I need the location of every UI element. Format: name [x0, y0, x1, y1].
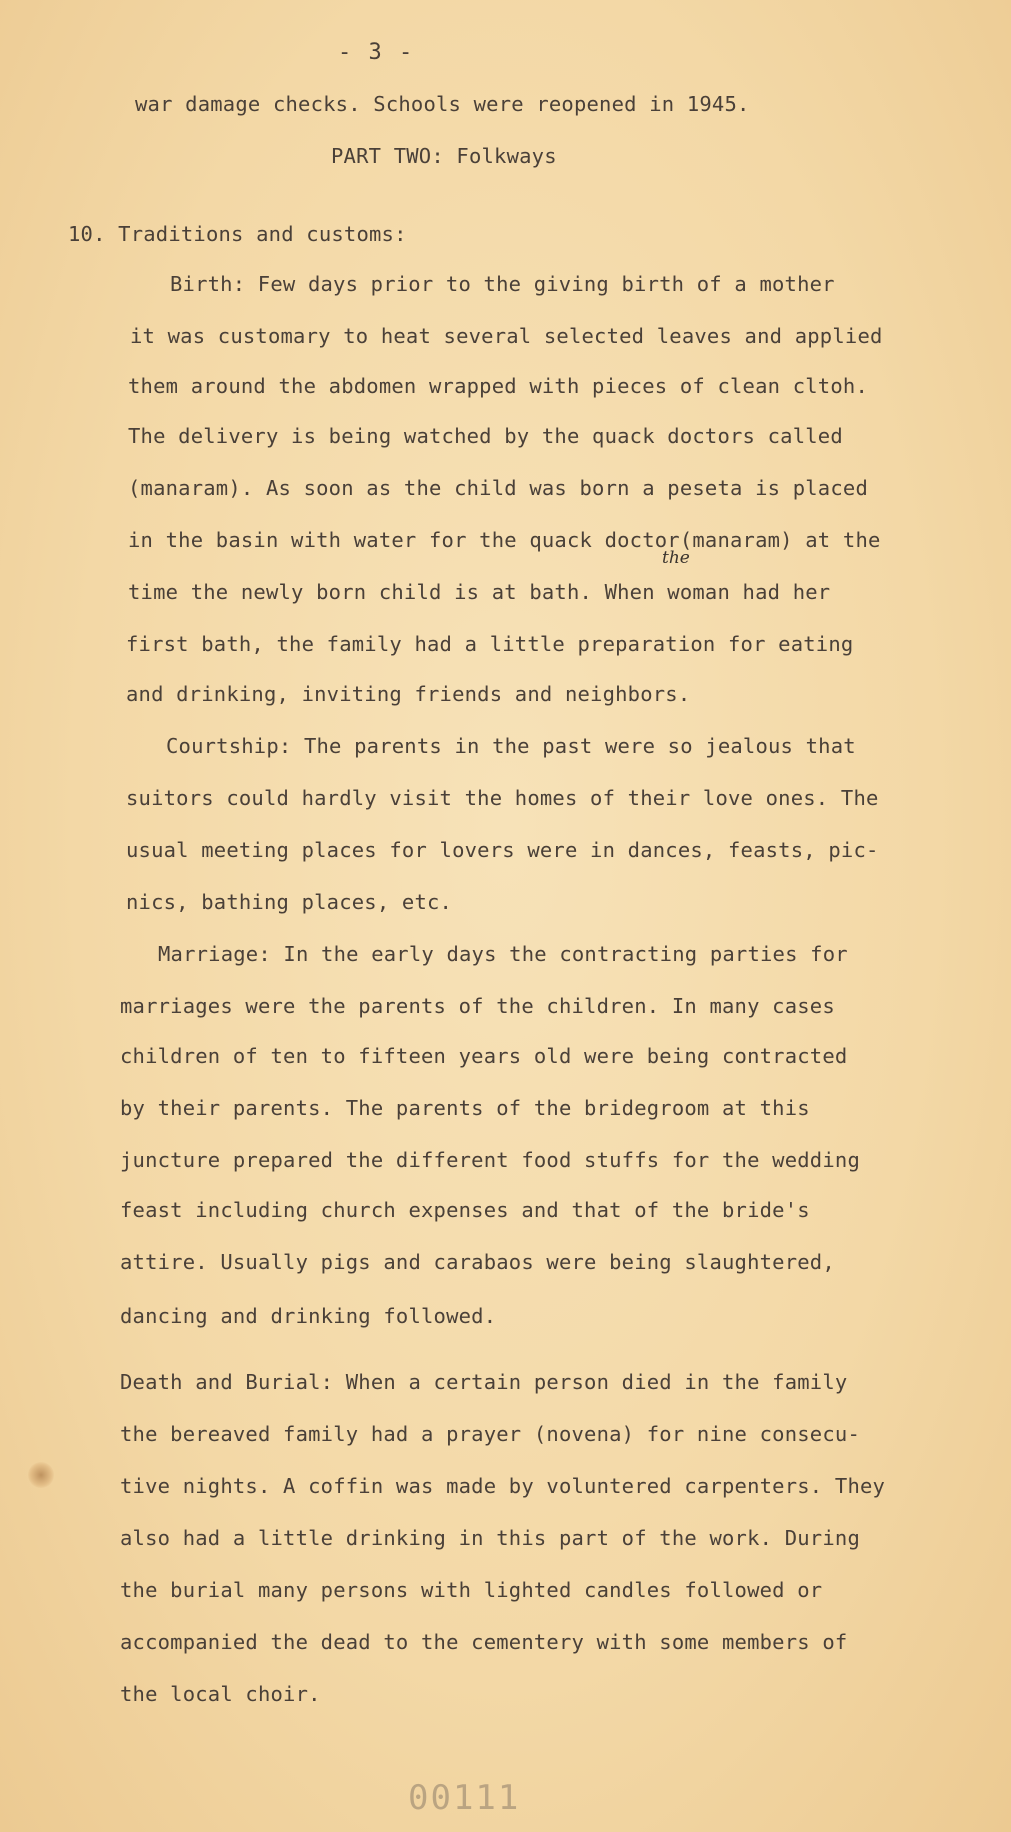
text-line: the local choir.: [120, 1682, 321, 1706]
text-line: feast including church expenses and that of the bride's: [120, 1198, 810, 1222]
text-line: in the basin with water for the quack doctor(manaram) at the: [128, 528, 881, 552]
paper-stain: [28, 1462, 54, 1488]
text-line: the bereaved family had a prayer (novena) for nine consecu-: [120, 1422, 860, 1446]
text-line: them around the abdomen wrapped with pieces of clean cltoh.: [128, 374, 868, 398]
text-line: marriages were the parents of the children. In many cases: [120, 994, 835, 1018]
text-line: accompanied the dead to the cementery with some members of: [120, 1630, 848, 1654]
page-number: - 3 -: [338, 40, 415, 65]
text-line: children of ten to fifteen years old were being contracted: [120, 1044, 848, 1068]
text-line: Birth: Few days prior to the giving birth of a mother: [170, 272, 835, 296]
text-line: war damage checks. Schools were reopened in 1945.: [135, 92, 750, 116]
text-line: (manaram). As soon as the child was born a peseta is placed: [128, 476, 868, 500]
text-line: the burial many persons with lighted candles followed or: [120, 1578, 823, 1602]
text-line: and drinking, inviting friends and neighbors.: [126, 682, 691, 706]
text-line: time the newly born child is at bath. When woman had her: [128, 580, 831, 604]
text-line: attire. Usually pigs and carabaos were being slaughtered,: [120, 1250, 835, 1274]
text-line: nics, bathing places, etc.: [126, 890, 453, 914]
handwritten-insert: the: [662, 548, 690, 568]
text-line: tive nights. A coffin was made by voluntered carpenters. They: [120, 1474, 886, 1498]
text-line: also had a little drinking in this part of the work. During: [120, 1526, 860, 1550]
text-line: dancing and drinking followed.: [120, 1304, 497, 1328]
text-line: by their parents. The parents of the bridegroom at this: [120, 1096, 810, 1120]
text-line: Courtship: The parents in the past were so jealous that: [166, 734, 856, 758]
text-line: it was customary to heat several selected leaves and applied: [130, 324, 883, 348]
subsection-heading: 10. Traditions and customs:: [68, 222, 407, 246]
text-line: The delivery is being watched by the quack doctors called: [128, 424, 843, 448]
section-heading: PART TWO: Folkways: [331, 144, 557, 168]
text-line: first bath, the family had a little preparation for eating: [126, 632, 854, 656]
text-line: suitors could hardly visit the homes of their love ones. The: [126, 786, 879, 810]
archive-stamp: 00111: [408, 1778, 521, 1818]
text-line: Marriage: In the early days the contracting parties for: [158, 942, 848, 966]
text-line: Death and Burial: When a certain person died in the family: [120, 1370, 848, 1394]
text-line: usual meeting places for lovers were in dances, feasts, pic-: [126, 838, 879, 862]
text-line: juncture prepared the different food stuffs for the wedding: [120, 1148, 860, 1172]
